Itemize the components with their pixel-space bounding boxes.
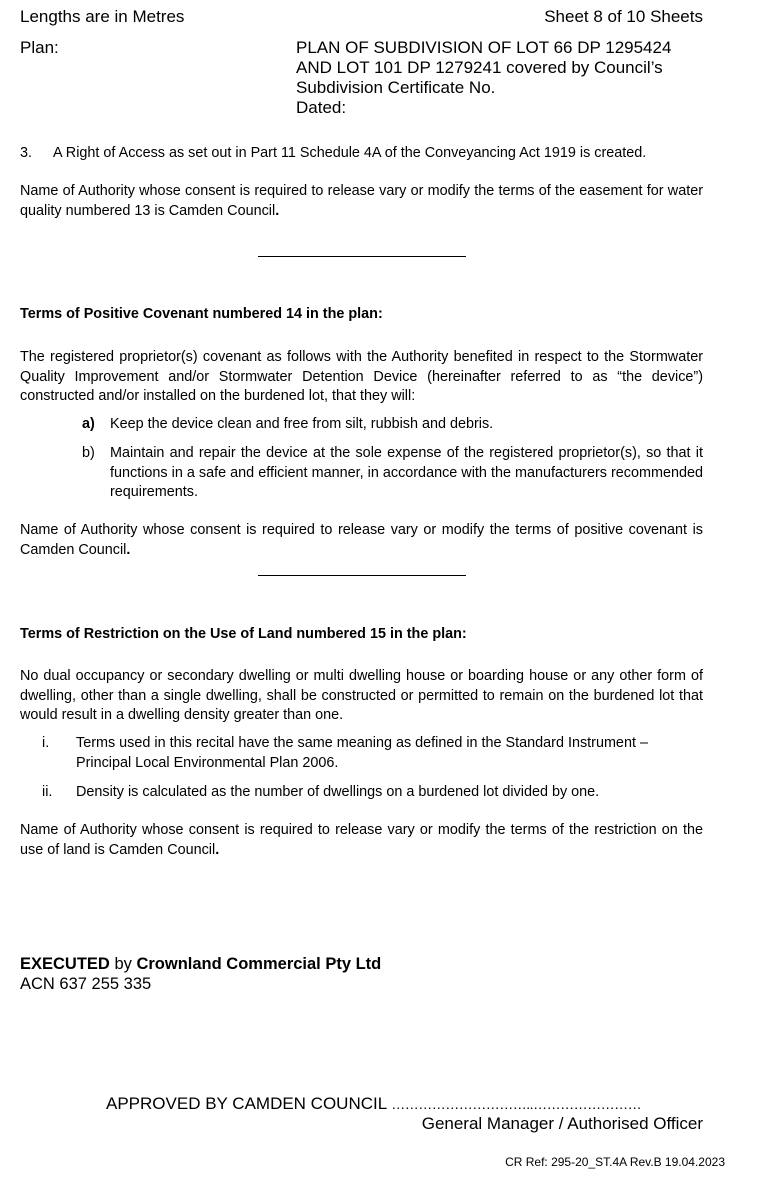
units-note: Lengths are in Metres <box>20 7 185 26</box>
executed-word: EXECUTED <box>20 955 110 973</box>
approval-text: APPROVED BY CAMDEN COUNCIL <box>106 1094 387 1113</box>
covenant-intro: The registered proprietor(s) covenant as follows with the Authority benefited in respect to the Stormwater Quality Improvement and/or Stormwater Detention Device (hereinafter referred to as “the device”) constructed and/or installed on the burdened lot, that they will: <box>20 349 703 404</box>
company-name: Crownland Commercial Pty Ltd <box>136 955 382 973</box>
sheet-number: Sheet 8 of 10 Sheets <box>544 7 703 26</box>
restriction-authority-end: . <box>215 841 220 858</box>
reference-number: CR Ref: 295-20_ST.4A Rev.B 19.04.2023 <box>505 1155 725 1169</box>
covenant-authority-end: . <box>126 541 131 558</box>
covenant-heading: Terms of Positive Covenant numbered 14 in the plan: <box>20 306 383 322</box>
covenant-authority-text: Name of Authority whose consent is required to release vary or modify the terms of positive covenant is Camden Council <box>20 522 703 558</box>
signature-dots: …………………………..…………………… <box>391 1096 642 1112</box>
plan-title-line: AND LOT 101 DP 1279241 covered by Council’s <box>296 58 663 77</box>
easement-authority-end: . <box>275 202 280 219</box>
approval-line <box>106 1094 641 1114</box>
easement-authority-paragraph <box>20 182 703 221</box>
restriction-item-line: Terms used in this recital have the same meaning as defined in the Standard Instrument – <box>76 735 648 751</box>
item-number: 3. <box>20 145 33 161</box>
plan-title-line: PLAN OF SUBDIVISION OF LOT 66 DP 1295424 <box>296 38 672 57</box>
section-divider <box>258 575 466 576</box>
covenant-authority-paragraph <box>20 521 703 560</box>
plan-title <box>296 38 671 118</box>
restriction-authority-text: Name of Authority whose consent is required to release vary or modify the terms of the restriction on the use of land is Camden Council <box>20 822 703 858</box>
officer-title: General Manager / Authorised Officer <box>421 1114 703 1133</box>
covenant-item-marker: b) <box>82 445 95 461</box>
restriction-item-text: Density is calculated as the number of dwellings on a burdened lot divided by one. <box>76 784 600 800</box>
executed-by: by <box>109 955 137 973</box>
execution-clause <box>20 954 381 974</box>
restriction-item-marker: i. <box>42 735 50 751</box>
right-of-access-text: A Right of Access as set out in Part 11 Schedule 4A of the Conveyancing Act 1919 is created. <box>53 145 647 161</box>
plan-title-line: Dated: <box>296 98 347 117</box>
restriction-authority-paragraph <box>20 821 703 860</box>
restriction-item-marker: ii. <box>42 784 53 800</box>
covenant-item-marker: a) <box>82 416 95 432</box>
covenant-item-text: Keep the device clean and free from silt, rubbish and debris. <box>110 416 494 432</box>
section-divider <box>258 256 466 257</box>
company-acn: ACN 637 255 335 <box>20 975 152 993</box>
restriction-heading: Terms of Restriction on the Use of Land numbered 15 in the plan: <box>20 626 467 642</box>
plan-label: Plan: <box>20 38 59 57</box>
plan-title-line: Subdivision Certificate No. <box>296 78 496 97</box>
easement-authority-text: Name of Authority whose consent is required to release vary or modify the terms of the easement for water quality numbered 13 is Camden Council <box>20 183 703 219</box>
restriction-item-text <box>76 734 703 773</box>
restriction-intro: No dual occupancy or secondary dwelling or multi dwelling house or boarding house or any other form of dwelling, other than a single dwelling, shall be constructed or permitted to remain on the burdened lot that would result in a dwelling density greater than one. <box>20 668 703 723</box>
covenant-item-text: Maintain and repair the device at the sole expense of the registered proprietor(s), so that it functions in a safe and efficient manner, in accordance with the manufacturers recommended requirements. <box>110 445 703 500</box>
restriction-item-line: Principal Local Environmental Plan 2006. <box>76 754 339 771</box>
